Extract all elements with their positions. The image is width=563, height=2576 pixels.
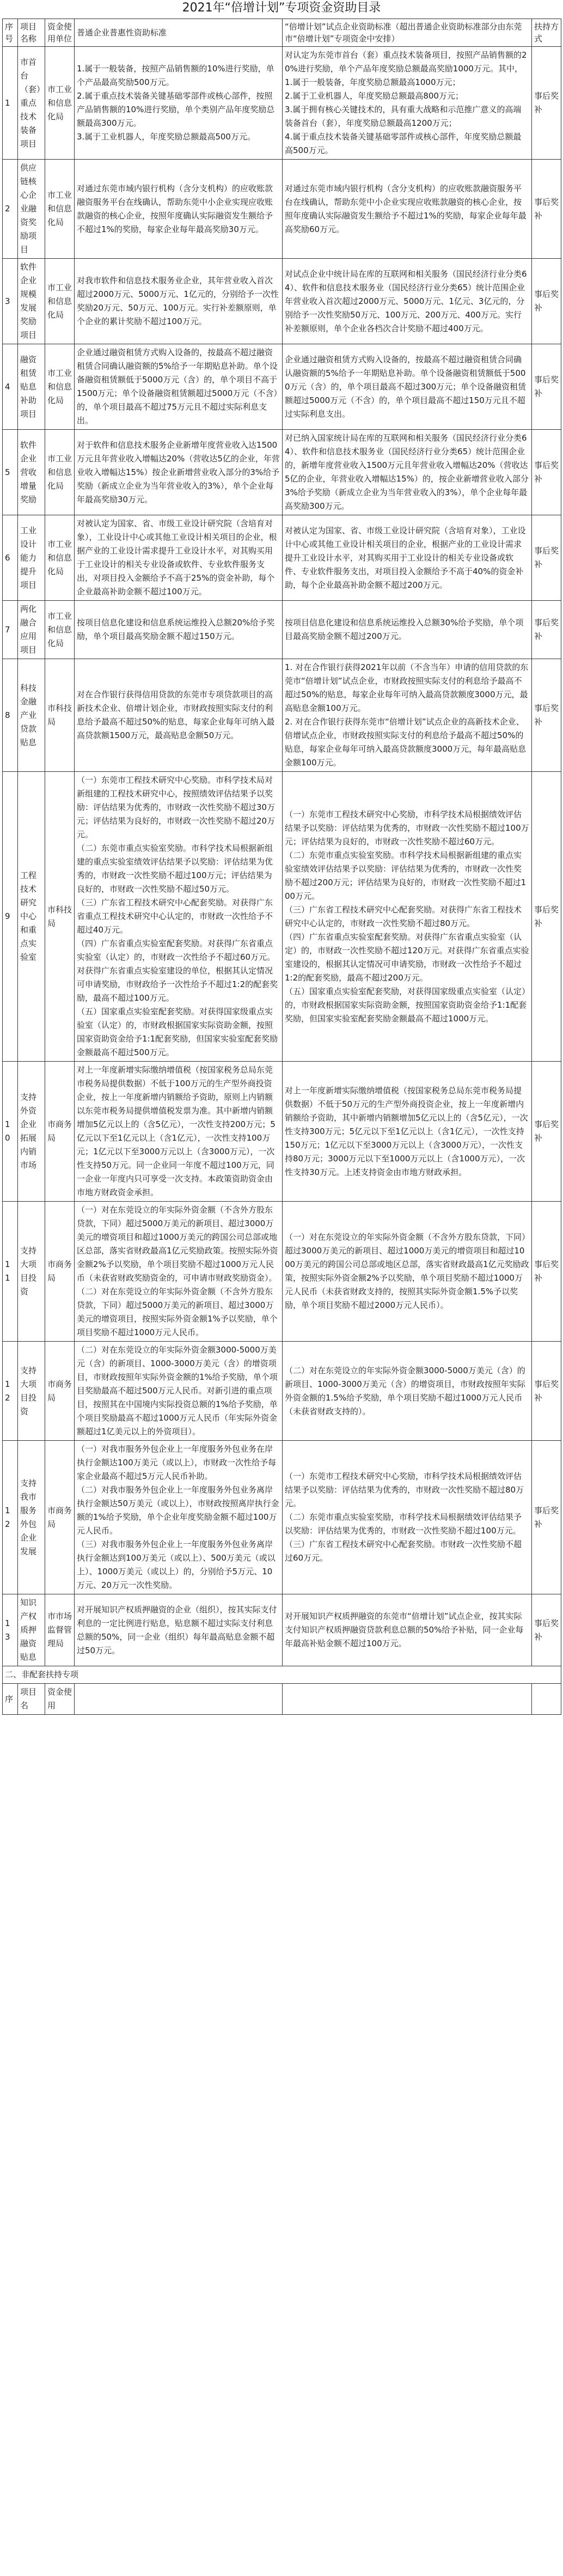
department: 市市场监督管理局 [45,1594,75,1666]
general-paragraph: 按项目信息化建设和信息系统运维投入总额20%给予奖励，单个项目最高奖励金额不超过150万元。 [77,618,275,641]
general-paragraph: 对我市软件和信息技术服务业企业，其年营业收入首次超过2000万元、5000万元、1亿元的，分别给予一次性奖励20万元、50万元、100万元。实行补差额原则，单个企业的累计奖励不超过100万元。 [77,276,279,326]
general-paragraph: （五）国家重点实验室配套奖励。对获得国家级重点实验室（认定）的，市财政根据国家实际资助金额，按照国家资助资金给予1:1配套奖励，但国家实验室配套奖励金额最高不超过500万元。 [77,1007,278,1057]
pilot-standard [283,1441,532,1594]
general-standard [75,1594,283,1666]
pilot-paragraph: （三）广东省工程技术研究中心配套奖励。市财政一次性奖励不超过60万元。 [285,1539,522,1563]
general-standard [75,160,283,259]
header-method: 扶持方式 [532,19,561,47]
pilot-paragraph: （二）东莞市重点实验室奖励。市科学技术局根据新组建的重点实验室绩效评估结果予以奖励：评估结果为优秀的，市财政一次性奖励不超过200万元；评估结果为良好的，市财政一次性奖励不超过100万元。 [285,850,527,901]
department: 市科技局 [45,659,75,772]
department: 市工业和信息化局 [45,259,75,344]
pilot-standard [283,1202,532,1342]
footer-header-name: 项目名 [18,1684,45,1715]
support-method: 事后奖补 [532,601,561,659]
table-row [3,659,561,772]
document-page [2,0,561,1715]
header-pilot: “倍增计划”试点企业资助标准（超出普通企业资助标准部分由东莞市“倍增计划”专项资金中安排） [283,19,532,47]
general-paragraph: 对通过东莞市域内银行机构（含分支机构）的应收账款融资服务平台在线确认，帮助东莞中小企业实现应收账款融资的核心企业，按照年度确认实际融资发生额给予不超过1%的奖励，每家企业每年最高奖励30万元。 [77,183,273,234]
table-row [3,344,561,430]
general-paragraph: 3.属于工业机器人，年度奖励总额最高500万元。 [77,132,255,142]
section-title: 二、非配套扶持专项 [3,1666,561,1684]
footer-header-general [75,1684,283,1715]
general-standard [75,601,283,659]
table-header-row [3,19,561,47]
general-standard [75,47,283,160]
table-row [3,1441,561,1594]
row-number: 5 [3,430,18,515]
general-paragraph: 对开展知识产权质押融资的企业（组织），按其实际支付利息的一定比例进行贴息，贴息额不超过实际支付利息总额的50%，同一企业（组织）每年最高贴息金额不超过50万元。 [77,1604,277,1655]
row-number: 7 [3,601,18,659]
pilot-standard [283,659,532,772]
project-name: 支持大项目投资 [18,1342,45,1441]
section-row [3,1666,561,1684]
general-paragraph: （二）对在东莞设立的年实际外资金额3000-5000万美元（含）的新项目、1000-3000万美元（含）的增资项目，市财政按照年实际外资金额的1%给予奖励，单个项目奖励最高不超过500万元人民币。对新引进的重点项目，按照其在中国境内实际投资总额的1%给予奖励，单个项目奖励最高不超过1000万元人民币（年实际外资金额超过1亿美元以上的外资项目）。 [77,1345,278,1436]
row-number: 4 [3,344,18,430]
row-number: 11 [3,1202,18,1342]
project-name: 工程技术研究中心和重点实验室 [18,772,45,1062]
pilot-paragraph: 对认定为东莞市首台（套）重点技术装备项目，按照产品销售额的20%进行奖励，单个产品年度奖励总额最高奖励1000万元。其中， [285,50,527,74]
support-method: 事后奖补 [532,772,561,1062]
table-row [3,160,561,259]
table-row [3,601,561,659]
footer-header-dept: 资金使用 [45,1684,75,1715]
pilot-paragraph: 对被认定为国家、省、市级工业设计研究院（含培育对象），工业设计中心或其他工业设计相关项目的企业，根据产业的工业设计需求提升工业设计水平，对其购买用于工业设计的相关专业设备或软件、专业软件服务支出，对项目投入金额给予不高于40%的资金补助，每个企业最高补助金额不超过200万元。 [285,525,526,590]
pilot-paragraph: 2.属于工业机器人，年度奖励总额最高800万元； [285,91,463,101]
pilot-paragraph: 4.属于重点技术装备关键基础零部件或核心部件，年度奖励总额最高500万元。 [285,132,522,155]
project-name: 两化融合应用项目 [18,601,45,659]
general-standard [75,1062,283,1202]
pilot-paragraph: （二）东莞市重点实验室奖励，市科学技术局根据绩效评估结果予以奖励：评估结果为优秀的，市财政一次性奖励不超过100万元。 [285,1512,522,1536]
general-paragraph: 对在合作银行获得信用贷款的东莞市专项贷款项目的高新技术企业、倍增计划企业，市财政按照实际支付的利息给予最高不超过50%的贴息，每家企业每年可纳入最高贷款额1500万元，最高贴息金额50万元。 [77,690,275,740]
project-name: 科技金融产业贷款贴息 [18,659,45,772]
pilot-standard [283,515,532,601]
support-method: 事后奖补 [532,515,561,601]
pilot-standard [283,1342,532,1441]
pilot-standard [283,160,532,259]
project-name: 软件企业规模发展奖励项目 [18,259,45,344]
general-standard [75,259,283,344]
table-row [3,1594,561,1666]
department: 市工业和信息化局 [45,601,75,659]
general-paragraph: （一）东莞市工程技术研究中心奖励。市科学技术局对新组建的工程技术研究中心，按照绩效评估结果予以奖励：评估结果为优秀的，市财政一次性奖励不超过30万元；评估结果为良好的，市财政一次性奖励不超过20万元。 [77,775,276,839]
project-name: 软件企业营收增量奖励 [18,430,45,515]
pilot-standard [283,1594,532,1666]
general-standard [75,344,283,430]
table-row [3,1342,561,1441]
pilot-paragraph: （三）广东省工程技术研究中心配套奖励。对获得广东省工程技术研究中心认定的，市财政一次性奖励不超过80万元。 [285,904,522,928]
header-dept: 资金使用单位 [45,19,75,47]
pilot-standard [283,259,532,344]
department: 市工业和信息化局 [45,47,75,160]
support-method: 事后奖补 [532,430,561,515]
pilot-standard [283,344,532,430]
table-row [3,772,561,1062]
table-row [3,515,561,601]
header-name: 项目名称 [18,19,45,47]
pilot-paragraph: （一）对在东莞设立的年实际外资金额（不含外方股东贷款，下同）超过3000万美元的新项目、超过1000万美元的增资项目和超过1000万美元的跨国公司总部或地区总部，落实省财政最高1亿元奖励政策，按照实际外资金额2%予以奖励，单个项目奖励不超过1000万元人民币（未获省财政支持的，按照其实际外资金额1.5%予以奖励，单个项目奖励不超过2000万元人民币）。 [285,1232,529,1310]
general-paragraph: （二）对在东莞设立的年实际外资金额（不含外方股东贷款，下同）超过5000万美元的新项目、超过3000万美元的增资项目，按照实际外资金额1%予以奖励，单个项目奖励不超过1000万元人民币。 [77,1287,278,1337]
pilot-paragraph: （一）东莞市工程技术研究中心奖励，市科学技术局根据绩效评估结果予以奖励：评估结果为优秀的，市财政一次性奖励不超过100万元；评估结果为良好的，市财政一次性奖励不超过60万元。 [285,809,529,847]
general-paragraph: （二）对我市服务外包企业上一年度服务外包业务离岸执行金额达50万美元（或以上），市财政按照离岸执行金额的1%给予奖励，单个企业年度奖励金额不超过100万元人民币。 [77,1485,279,1536]
project-name: 工业设计能力提升项目 [18,515,45,601]
table-body [3,47,561,1666]
general-standard [75,1342,283,1441]
pilot-standard [283,601,532,659]
row-number: 3 [3,259,18,344]
general-paragraph: 1.属于一般装备，按照产品销售额的10%进行奖励，单个产品最高奖励500万元。 [77,64,274,87]
department: 市工业和信息化局 [45,160,75,259]
header-general: 普通企业普惠性资助标准 [75,19,283,47]
footer-header-pilot [283,1684,532,1715]
support-method: 事后奖补 [532,659,561,772]
pilot-paragraph: 1. 对在合作银行获得2021年以前（不含当年）申请的信用贷款的东莞市“倍增计划”试点企业，市财政按照实际支付的利息给予最高不超过50%的贴息，每家企业每年可纳入最高贷款额度3000万元，最高贴息金额100万元。 [285,662,529,713]
general-standard [75,772,283,1062]
department: 市科技局 [45,772,75,1062]
support-method: 事后奖补 [532,1441,561,1594]
project-name: 供应链核心企业融资奖励项目 [18,160,45,259]
header-no: 序号 [3,19,18,47]
support-method: 事后奖补 [532,1594,561,1666]
general-standard [75,1202,283,1342]
table-row [3,259,561,344]
general-paragraph: 企业通过融资租赁方式购入设备的，按最高不超过融资租赁合同确认融资额的5%给予一年期贴息补助。单个设备融资租赁额低于5000万元（含）的，单个项目不高于1500万元；单个设备融资租赁额超过5000万元（不含）的，单个项目最高不超过75万元且不超过实际利息支出。 [77,348,278,425]
support-method: 事后奖补 [532,259,561,344]
department: 市工业和信息化局 [45,430,75,515]
general-paragraph: （三）广东省工程技术研究中心配套奖励。对获得广东省重点工程技术研究中心认定的，市财政一次性给予不超过40万元。 [77,898,273,935]
department: 市商务局 [45,1202,75,1342]
project-name: 支持外资企业拓展内销市场 [18,1062,45,1202]
general-paragraph: （一）对我市服务外包企业上一年度服务外包业务在岸执行金额达100万美元（或以上），市财政一次性给予每家企业最高不超过5万元人民币补助。 [77,1444,277,1481]
pilot-standard [283,1062,532,1202]
row-number: 10 [3,1062,18,1202]
pilot-standard [283,772,532,1062]
document-title: 2021年“倍增计划”专项资金资助目录 [182,1,381,15]
pilot-paragraph: （四）广东省重点实验室配套奖励。对获得广东省重点实验室（认定）的，市财政一次性奖励不超过120万元。对获得广东省重点实验室建设的，根据其认定情况可申请奖励，市财政一次性给予不超过1:2的配套奖励，最高不超过200万元。 [285,931,529,983]
pilot-paragraph: 对试点企业中统计局在库的互联网和相关服务（国民经济行业分类64）、软件和信息技术服务业（国民经济行业分类65）统计范围企业年营业收入首次超过2000万元、5000万元、1亿元、3亿元的，分别给予一次性奖励50万元、100万元、200万元、400万元。实行补差额原则，单个企业各档次合计奖励不超过400万元。 [285,269,527,333]
pilot-paragraph: 2. 对在合作银行获得东莞市“倍增计划”试点企业的高新技术企业、倍增试点企业，市财政按照实际支付的利息给予最高不超过50%的贴息，每家企业每年可纳入最高贷款额度3000万元，每年最高贴息金额100万元。 [285,717,527,768]
pilot-paragraph: 按项目信息化建设和信息系统运维投入总额30%给予奖励，单个项目最高奖励金额不超过200万元。 [285,618,524,641]
general-paragraph: （二）东莞市重点实验室奖励。市科学技术局根据新组建的重点实验室绩效评估结果予以奖励：评估结果为优秀的，市财政一次性奖励不超过100万元；评估结果为良好的，市财政一次性奖励不超过50万元。 [77,843,273,894]
pilot-paragraph: 3.属于拥有核心关键技术的，具有重大战略和示范推广意义的高端装备首台（套），年度奖励总额最高1200万元； [285,105,522,128]
row-number: 13 [3,1594,18,1666]
pilot-paragraph: （二）对在东莞设立的年实际外资金额3000-5000万美元（含）的新项目、1000-3000万美元（含）的增资项目，市财政按照年实际外资金额的1.5%给予奖励，单个项目奖励不超过1000万元人民币（未获省财政支持的）。 [285,1365,525,1416]
general-standard [75,1441,283,1594]
support-method: 事后奖补 [532,47,561,160]
pilot-paragraph: （五）国家重点实验室配套奖励，对获得国家级重点实验室（认定）的，市财政根据国家实际资助金额，按照国家资助资金给予1:1配套奖励，但国家实验室配套奖励金额最高不超过1000万元。 [285,986,527,1024]
pilot-paragraph: 对上一年度新增实际缴纳增值税（按国家税务总局东莞市税务局提供数据）不低于50万元的生产型外商投资企业，按上一年度新增内销额给予资助，其中新增内销额增加5亿元以上的（含5亿元），一次性支持300万元；5亿元以下至1亿元以上（含1亿元），一次性支持150万元；1亿元以下至3000万元以上（含3000万元），一次性支持80万元；3000万元以下至1000万元以上（含1000万元），一次性支持30万元。上述支持资金由市地方财政承担。 [285,1085,528,1177]
pilot-paragraph: 对已纳入国家统计局在库的互联网和相关服务（国民经济行业分类64）、软件和信息技术服务业（国民经济行业分类65）统计范围企业的，新增年度营业收入1500万元且年营业收入增幅达20%（营收达5亿的企业，年营业收入增幅达15%）的，按企业新增营业收入部分3%给予奖励（新成立企业为当年营业收入的3%），单个企业每年最高奖励300万元。 [285,433,529,511]
pilot-paragraph: （一）东莞市工程技术研究中心奖励，市科学技术局根据绩效评估结果予以奖励：评估结果为优秀的，市财政一次性奖励不超过80万元。 [285,1471,524,1508]
row-number: 6 [3,515,18,601]
table-row [3,47,561,160]
general-standard [75,430,283,515]
support-method: 事后奖补 [532,344,561,430]
footer-header-no: 序 [3,1684,18,1715]
general-paragraph: 2.属于重点技术装备关键基础零部件或核心部件，按照产品销售额的10%进行奖励，单个类别产品年度奖励总额最高300万元。 [77,91,275,128]
general-paragraph: （四）广东省重点实验室配套奖励。对获得广东省重点实验室（认定）的，市财政一次性给予不超过60万元。对获得广东省重点实验室建设的单位，根据其认定情况可申请奖励，市财政给予一次性给予不超过1:2的配套奖励，最高不超过100万元。 [77,939,278,1003]
project-name: 知识产权质押融资贴息 [18,1594,45,1666]
support-method: 事后奖补 [532,160,561,259]
general-paragraph: 对上一年度新增实际缴纳增值税（按国家税务总局东莞市税务局提供数据）不低于100万元的生产型外商投资企业，按上一年度新增内销额给予资助，原则上内销额以东莞市税务局提供增值税发票为准。其中新增内销额增加5亿元以上的（含5亿元），一次性支持200万元；5亿元以下至1亿元以上（含1亿元），一次性支持100万元；1亿元以下至3000万元以上（含3000万元），一次性支持50万元。同一企业同一年度不超过100万元，同一企业一年度内只可享受一次支持。本政策资助资金由市地方财政资金承担。 [77,1065,276,1197]
project-name: 融资租赁贴息补助项目 [18,344,45,430]
row-number: 2 [3,160,18,259]
general-paragraph: （三）对我市服务外包企业上一年度服务外包业务离岸执行金额达到100万美元（或以上）、500万美元（或以上）、1000万美元（或以上）的，分别给予5万元、10万元、20万元一次性奖励。 [77,1539,276,1590]
table-row [3,1062,561,1202]
pilot-paragraph: 企业通过融资租赁方式购入设备的，按最高不超过融资租赁合同确认融资额的5%给予一年期贴息补助。单个设备融资租赁额低于5000万元（含）的，单个项目最高不超过300万元；单个设备融资租赁额超过5000万元（不含）的，单个项目最高不超过150万元且不超过实际利息支出。 [285,354,527,419]
support-method: 事后奖补 [532,1342,561,1441]
pilot-standard [283,430,532,515]
support-method: 事后奖补 [532,1202,561,1342]
project-name: 支持我市服务外包企业发展 [18,1441,45,1594]
pilot-paragraph: 对通过东莞市域内银行机构（含分支机构）的应收账款融资服务平台在线确认，帮助东莞中小企业实现应收账款融资的核心企业，按照年度确认实际融资发生额给予不超过1%的奖励，每家企业每年最高奖励60万元。 [285,183,527,234]
row-number: 1 [3,47,18,160]
row-number: 12 [3,1441,18,1594]
row-number: 8 [3,659,18,772]
department: 市商务局 [45,1342,75,1441]
footer-header-row [3,1684,561,1715]
department: 市商务局 [45,1062,75,1202]
row-number: 9 [3,772,18,1062]
general-standard [75,515,283,601]
project-name: 支持大项目投资 [18,1202,45,1342]
funding-table [2,19,561,1715]
table-row [3,430,561,515]
footer-header-method [532,1684,561,1715]
pilot-standard [283,47,532,160]
general-standard [75,659,283,772]
pilot-paragraph: 对开展知识产权质押融资的东莞市“倍增计划”试点企业，按其实际支付知识产权质押融资贷款利息总额的50%给予补贴，同一企业每年最高补贴金额不超过100万元。 [285,1611,524,1648]
table-row [3,1202,561,1342]
pilot-paragraph: 1.属于一般装备，年度奖励总额最高1000万元； [285,77,461,87]
row-number: 12 [3,1342,18,1441]
department: 市商务局 [45,1441,75,1594]
general-paragraph: （一）对在东莞设立的年实际外资金额（不含外方股东贷款，下同）超过5000万美元的新项目、超过3000万美元的增资项目和超过1000万美元的跨国公司总部或地区总部，落实省财政最高1亿元奖励政策。按照实际外资金额2%予以奖励，单个项目奖励不超过1000万元人民币（未获省财政奖励资金的，可申请市财政奖励资金）。 [77,1205,278,1283]
department: 市工业和信息化局 [45,515,75,601]
project-name: 市首台（套）重点技术装备项目 [18,47,45,160]
general-paragraph: 对于软件和信息技术服务企业新增年度营业收入达1500万元且年营业收入增幅达20%（营收达5亿的企业，年营业收入增幅达15%）按企业新增营业收入部分的3%给予奖励（新成立企业为当年营业收入的3%），单个企业每年最高奖励30万元。 [77,440,280,504]
general-paragraph: 对被认定为国家、省、市级工业设计研究院（含培育对象），工业设计中心或其他工业设计相关项目的企业，根据产业的工业设计需求提升工业设计水平，对其购买用于工业设计的相关专业设备或软件、专业软件服务支出，对项目投入金额给予不高于25%的资金补助，每个企业最高补助金额不超过100万元。 [77,519,277,596]
department: 市工业和信息化局 [45,344,75,430]
support-method: 事后奖补 [532,1062,561,1202]
